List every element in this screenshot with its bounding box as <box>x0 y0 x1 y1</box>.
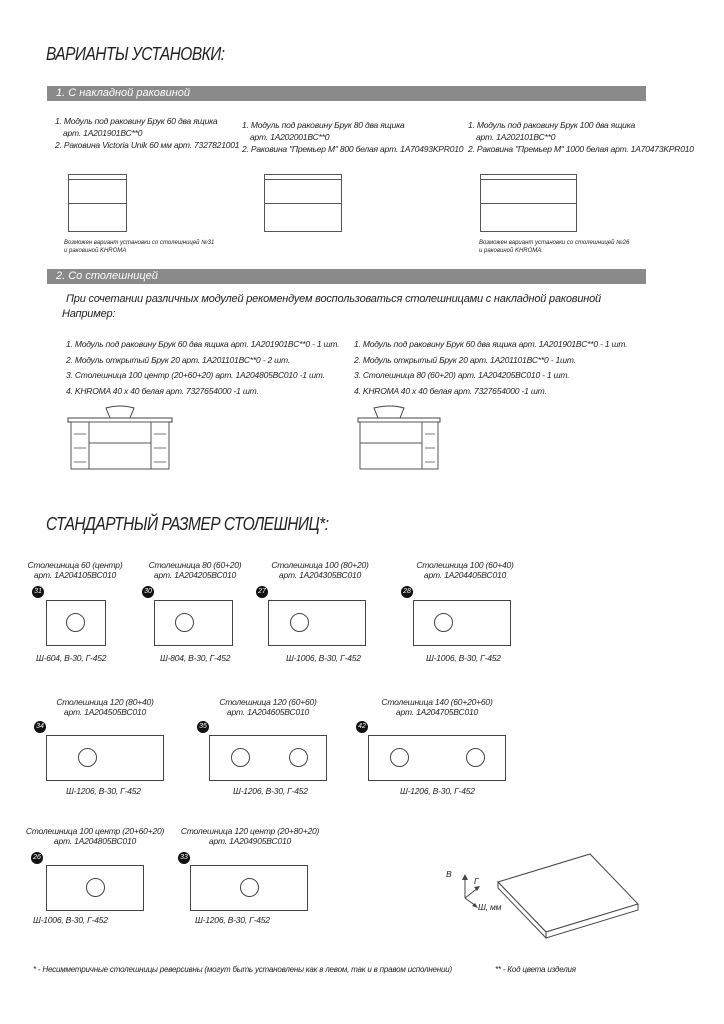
example-left-item-2: 2. Модуль открытый Брук 20 арт. 1А201101ВС**0 - 2 шт. <box>66 354 290 365</box>
top-27-label <box>260 560 380 580</box>
top-28-hole <box>434 613 453 632</box>
variant-1-line-2: арт. 1А201901ВС**0 <box>63 128 143 138</box>
top-26-size: Ш-1006, В-30, Г-452 <box>33 915 108 925</box>
page-title: ВАРИАНТЫ УСТАНОВКИ: <box>46 44 225 64</box>
top-42-hole-left <box>390 748 409 767</box>
top-31-name: Столешница 60 (центр) <box>27 560 123 570</box>
top-33-size: Ш-1206, В-30, Г-452 <box>195 915 270 925</box>
variant-1-text <box>55 115 239 151</box>
example-left-item-1: 1. Модуль под раковину Брук 60 два ящика арт. 1А201901ВС**0 - 1 шт. <box>66 339 340 349</box>
top-27-hole <box>290 613 309 632</box>
top-31-art: арт. 1А204105ВС010 <box>33 570 117 580</box>
top-34-badge: 34 <box>34 721 46 733</box>
variant-1-line-1: 1. Модуль под раковину Брук 60 два ящика <box>55 116 218 126</box>
top-35-size: Ш-1206, В-30, Г-452 <box>233 786 308 796</box>
top-31-hole <box>66 613 85 632</box>
top-33-badge: 33 <box>178 852 190 864</box>
note-1 <box>64 239 214 255</box>
top-31-size: Ш-604, В-30, Г-452 <box>36 653 107 663</box>
top-35-hole-left <box>231 748 250 767</box>
top-26-label <box>25 826 165 846</box>
top-30-label <box>140 560 250 580</box>
top-26-badge: 26 <box>31 852 43 864</box>
top-30-size: Ш-804, В-30, Г-452 <box>160 653 231 663</box>
example-drawing-right <box>356 400 446 472</box>
variant-3-line-3: 2. Раковина "Премьер М" 1000 белая арт. 1А70473KPR010 <box>468 144 694 154</box>
top-31-label <box>20 560 130 580</box>
top-34-hole <box>78 748 97 767</box>
top-42-name: Столешница 140 (60+20+60) <box>381 697 493 707</box>
example-left-item-4: 4. KHROMA 40 х 40 белая арт. 7327654000 -1 шт. <box>66 385 259 396</box>
top-42-hole-right <box>466 748 485 767</box>
top-35-art: арт. 1А204605ВС010 <box>226 707 310 717</box>
top-33-hole <box>240 878 259 897</box>
axis-b-label: В <box>446 869 452 879</box>
top-34-art: арт. 1А204505ВС010 <box>63 707 147 717</box>
variant-2-text <box>242 119 463 155</box>
top-27-badge: 27 <box>256 586 268 598</box>
top-42-badge: 42 <box>356 721 368 733</box>
top-28-badge: 28 <box>401 586 413 598</box>
example-drawing-left <box>60 400 180 472</box>
note-2-line-1: Возможен вариант установки со столешницей №26 <box>479 240 630 246</box>
top-42-shape <box>368 735 506 781</box>
top-27-shape <box>268 600 366 646</box>
top-26-name: Столешница 100 центр (20+60+20) <box>25 826 165 836</box>
top-33-label <box>180 826 320 846</box>
example-right-item-1: 1. Модуль под раковину Брук 60 два ящика арт. 1А201901ВС**0 - 1 шт. <box>354 339 628 349</box>
axis-g-label: Г <box>474 876 479 886</box>
footnote-asymmetric: * - Несимметричные столешницы реверсивны (могут быть установлены как в левом, так и в правом исполнении) <box>33 965 452 974</box>
top-28-size: Ш-1006, В-30, Г-452 <box>426 653 501 663</box>
top-28-name: Столешница 100 (60+40) <box>416 560 514 570</box>
top-27-size: Ш-1006, В-30, Г-452 <box>286 653 361 663</box>
section-bar-1: 1. С накладной раковиной <box>47 86 646 101</box>
example-right-item-4: 4. KHROMA 40 х 40 белая арт. 7327654000 -1 шт. <box>354 385 547 396</box>
variant-2-line-2: арт. 1А202001ВС**0 <box>250 132 330 142</box>
top-34-size: Ш-1206, В-30, Г-452 <box>66 786 141 796</box>
top-30-hole <box>175 613 194 632</box>
note-2-line-2: и раковиной KHROMA. <box>479 248 543 254</box>
top-42-size: Ш-1206, В-30, Г-452 <box>400 786 475 796</box>
section-2-example: Например: <box>62 308 116 320</box>
top-28-art: арт. 1А204405ВС010 <box>423 570 507 580</box>
top-35-label <box>213 697 323 717</box>
variant-2-line-3: 2. Раковина "Премьер М" 800 белая арт. 1А70493KPR010 <box>242 144 464 154</box>
top-33-name: Столешница 120 центр (20+80+20) <box>180 826 320 836</box>
note-1-line-2: и раковиной KHROMA <box>64 248 127 254</box>
top-27-name: Столешница 100 (80+20) <box>271 560 369 570</box>
top-35-badge: 35 <box>197 721 209 733</box>
top-42-art: арт. 1А204705ВС010 <box>395 707 479 717</box>
axis-w-label: Ш, мм <box>478 902 502 912</box>
top-28-label <box>405 560 525 580</box>
top-42-label <box>372 697 502 717</box>
note-2 <box>479 239 629 255</box>
footnote-color-code: ** - Код цвета изделия <box>495 965 576 974</box>
example-right-list <box>354 337 627 399</box>
variant-3-line-2: арт. 1А202101ВС**0 <box>476 132 556 142</box>
section-bar-2: 2. Со столешницей <box>47 269 646 284</box>
top-30-art: арт. 1А204205ВС010 <box>153 570 237 580</box>
countertop-3d-drawing <box>450 850 650 930</box>
example-left-item-3: 3. Столешница 100 центр (20+60+20) арт. 1А204805ВС010 -1 шт. <box>66 370 325 380</box>
top-35-shape <box>209 735 327 781</box>
top-31-badge: 31 <box>32 586 44 598</box>
top-26-art: арт. 1А204805ВС010 <box>53 836 137 846</box>
example-right-item-2: 2. Модуль открытый Брук 20 арт. 1А201101ВС**0 - 1шт. <box>354 354 576 365</box>
top-35-hole-right <box>289 748 308 767</box>
top-34-label <box>50 697 160 717</box>
top-34-name: Столешница 120 (80+40) <box>56 697 154 707</box>
top-26-hole <box>86 878 105 897</box>
variant-3-line-1: 1. Модуль под раковину Брук 100 два ящика <box>468 120 635 130</box>
top-34-shape <box>46 735 164 781</box>
top-35-name: Столешница 120 (60+60) <box>219 697 317 707</box>
top-30-name: Столешница 80 (60+20) <box>148 560 242 570</box>
example-right-item-3: 3. Столешница 80 (60+20) арт. 1А204205ВС010 - 1 шт. <box>354 370 570 380</box>
section-2-intro: При сочетании различных модулей рекомендуем воспользоваться столешницами с накладной раковиной <box>66 293 601 305</box>
example-left-list <box>66 337 339 399</box>
variant-3-text <box>468 119 694 155</box>
top-33-art: арт. 1А204905ВС010 <box>208 836 292 846</box>
variant-2-line-1: 1. Модуль под раковину Брук 80 два ящика <box>242 120 405 130</box>
sizes-title: СТАНДАРТНЫЙ РАЗМЕР СТОЛЕШНИЦ*: <box>46 514 329 534</box>
top-28-shape <box>413 600 511 646</box>
top-27-art: арт. 1А204305ВС010 <box>278 570 362 580</box>
top-30-badge: 30 <box>142 586 154 598</box>
variant-1-line-3: 2. Раковина Victoria Unik 60 мм арт. 7327821001 <box>55 140 240 150</box>
note-1-line-1: Возможен вариант установки со столешницей №31 <box>64 240 215 246</box>
